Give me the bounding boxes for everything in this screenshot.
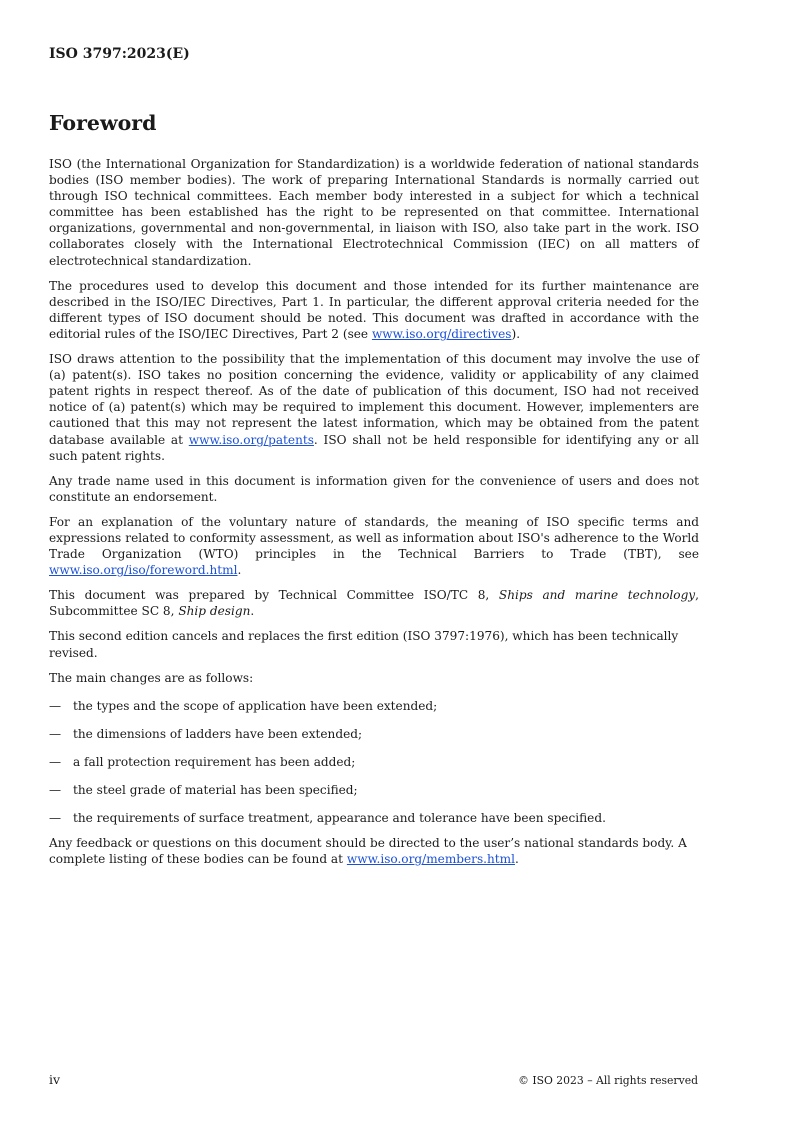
dash-marker: —: [49, 811, 62, 826]
list-item: — the dimensions of ladders have been extended;: [49, 726, 363, 741]
list-item: — the requirements of surface treatment, appearance and tolerance have been specified.: [49, 811, 606, 826]
paragraph-changes-intro: The main changes are as follows:: [49, 670, 254, 685]
copyright-notice: © ISO 2023 – All rights reserved: [518, 1074, 698, 1087]
dash-marker: —: [49, 754, 62, 769]
paragraph-procedures: The procedures used to develop this document and those intended for its further maintenance are described in the ISO/IEC Directives, Part 1. In particular, the different approval criteria needed for the different types of ISO document should be noted. This document was drafted in accordance with the editorial rules of the ISO/IEC Directives, Part 2 (see www.iso.org/directives).: [49, 278, 699, 341]
document-header-id: ISO 3797:2023(E): [49, 46, 190, 62]
paragraph-voluntary-nature: For an explanation of the voluntary nature of standards, the meaning of ISO specific terms and expressions related to conformity assessment, as well as information about ISO's adherence to the World Trade Organization (WTO) principles in the Technical Barriers to Trade (TBT), see www.iso.org/iso/foreword.html.: [49, 514, 699, 578]
page-number: iv: [49, 1072, 61, 1087]
paragraph-edition: This second edition cancels and replaces the first edition (ISO 3797:1976), which has been technically revised.: [49, 629, 679, 660]
dash-marker: —: [49, 698, 62, 713]
list-item: — a fall protection requirement has been added;: [49, 754, 356, 769]
dash-marker: —: [49, 726, 62, 741]
page-title: Foreword: [49, 111, 157, 135]
patents-link[interactable]: www.iso.org/patents: [188, 432, 314, 447]
paragraph-feedback: Any feedback or questions on this document should be directed to the user’s national standards body. A complete listing of these bodies can be found at www.iso.org/members.html.: [49, 836, 687, 867]
foreword-link[interactable]: www.iso.org/iso/foreword.html: [49, 563, 238, 578]
paragraph-trade-name: Any trade name used in this document is information given for the convenience of users and does not constitute an endorsement.: [49, 473, 699, 504]
dash-marker: —: [49, 783, 62, 797]
paragraph-patents: ISO draws attention to the possibility that the implementation of this document may involve the use of (a) patent(s). ISO takes no position concerning the evidence, validity or applicability of any claimed patent rights in respect thereof. As of the date of publication of this document, ISO had not received notice of (a) patent(s) which may be required to implement this document. However, implementers are cautioned that this may not represent the latest information, which may be obtained from the patent database available at www.iso.org/patents. ISO shall not be held responsible for identifying any or all such patent rights.: [49, 352, 699, 463]
list-item: — the types and the scope of application have been extended;: [49, 698, 438, 713]
changes-list: [49, 698, 699, 826]
paragraph-committee: This document was prepared by Technical Committee ISO/TC 8, Ships and marine technology, Subcommittee SC 8, Ship design.: [49, 588, 699, 619]
paragraph-iso-intro: ISO (the International Organization for Standardization) is a worldwide federation of national standards bodies (ISO member bodies). The work of preparing International Standards is normally carried out through ISO technical committees. Each member body interested in a subject for which a technical committee has been established has the right to be represented on that committee. International organizations, governmental and non-governmental, in liaison with ISO, also take part in the work. ISO collaborates closely with the International Electrotechnical Commission (IEC) on all matters of electrotechnical standardization.: [49, 157, 699, 268]
members-link[interactable]: www.iso.org/members.html: [346, 852, 515, 867]
foreword-body: [49, 156, 699, 876]
directives-link[interactable]: www.iso.org/directives: [371, 326, 512, 341]
list-item: — the steel grade of material has been specified;: [49, 783, 358, 797]
